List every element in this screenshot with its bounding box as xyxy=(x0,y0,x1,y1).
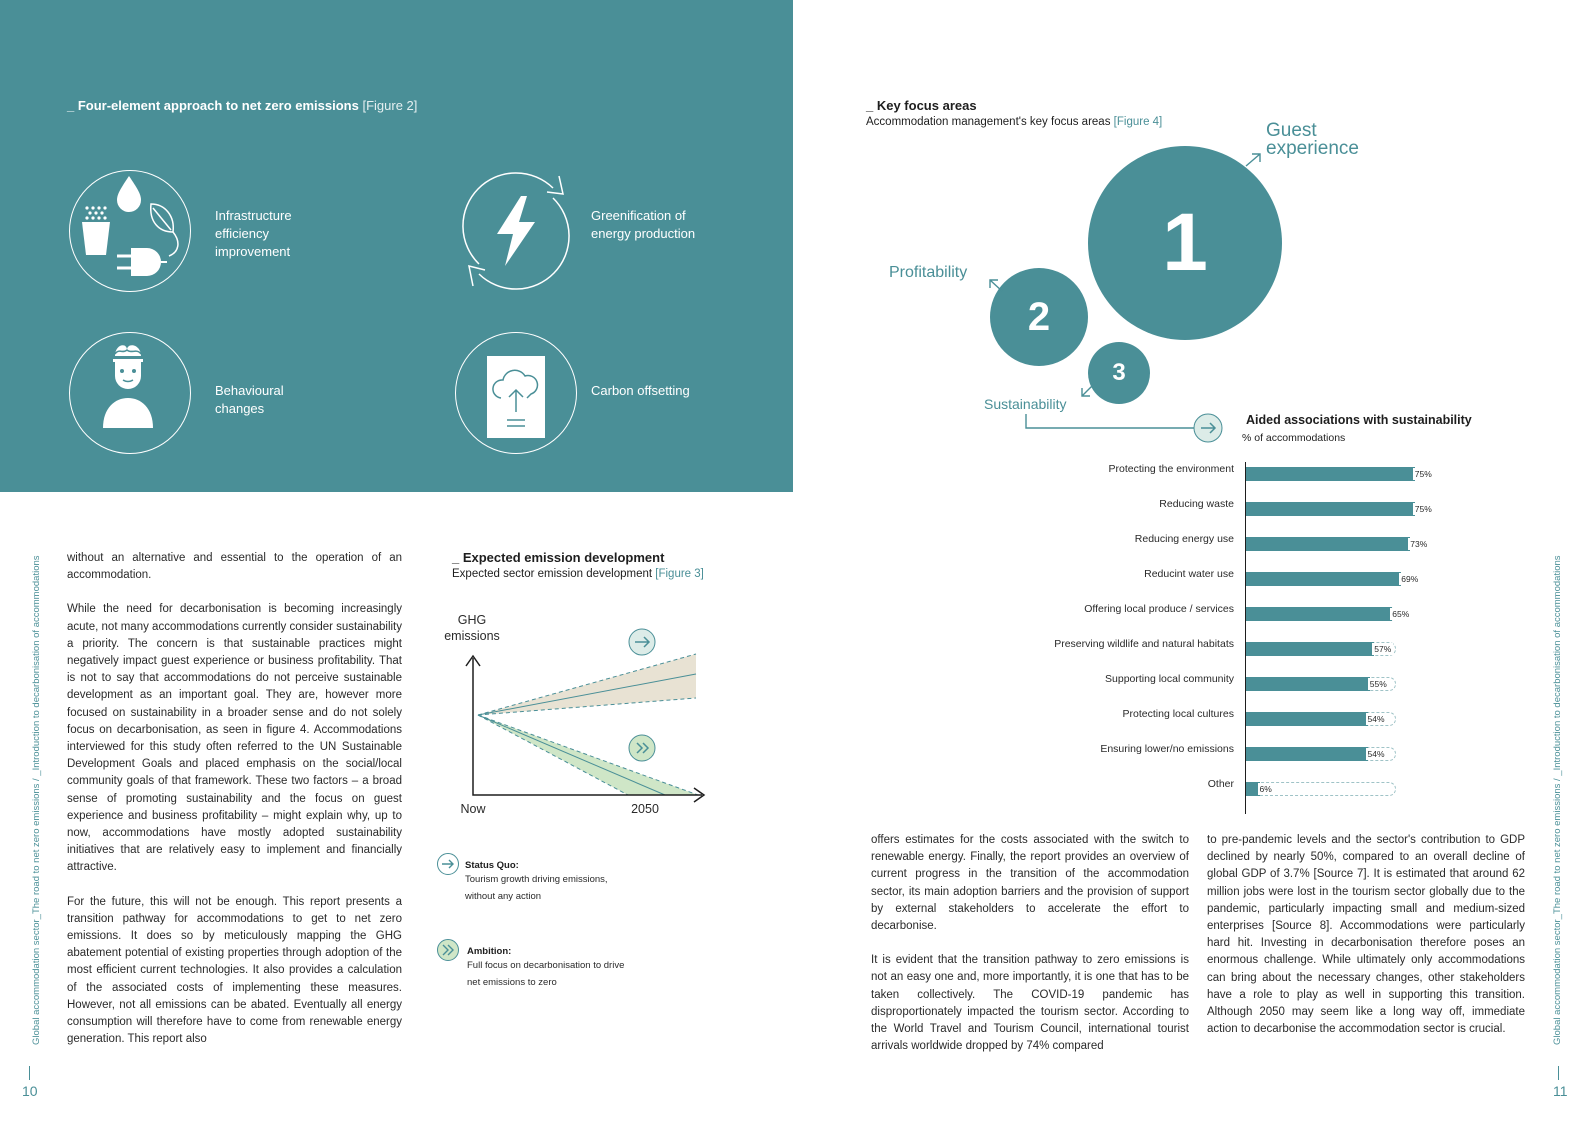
bar-category-label: Protecting the environment xyxy=(1108,463,1234,475)
bar-track xyxy=(1246,467,1396,481)
bar-category-label: Reducing energy use xyxy=(1134,533,1234,545)
legend-desc: Tourism growth driving emissions, xyxy=(465,874,608,885)
paragraph: While the need for decarbonisation is becoming increasingly acute, not many accommodations currently consider sustainability a priority. The concern is that sustainable practices might negatively impact guest experience or business profitability. That is not to say that accommodations do not perceive sustainable development as an important goal. They are, however more focused on sustainability in a broader sense and do not solely focus on decarbonisation, as seen in figure 4. Accommodations interviewed for this study often referred to the UN Sustainable Development Goals and placed emphasis on the social/local community goals of that framework. These two factors – a broad sense of promoting sustainability and the focus on guest experience and business profitability – might explain why, up to now, accommodations have mostly adopted sustainability initiatives that are relatively easy to implement and financially attractive. xyxy=(67,603,402,874)
figure3-subtitle xyxy=(452,568,704,580)
bar xyxy=(1246,572,1401,586)
figure4-subtitle-text: Accommodation management's key focus areas xyxy=(866,116,1111,128)
bar-category-label: Ensuring lower/no emissions xyxy=(1100,743,1234,755)
figure3-ref: [Figure 3] xyxy=(655,568,704,580)
right-body-col1 xyxy=(871,832,1189,1072)
legend-title: Status Quo: xyxy=(465,860,519,871)
element-label: Carbon offsetting xyxy=(591,383,690,398)
bar xyxy=(1246,502,1415,516)
paragraph: For the future, this will not be enough. This report presents a transition pathway for accommodations to get to net zero emissions. It does so by meticulously mapping the GHG abatement potential of existing properties through adoption of the most efficient current technologies. It also provides a calculation of the associated costs of implementing these measures. However, not all emissions can be abated. Eventually all energy consumption will therefore have to come from renewable energy generation. This report also xyxy=(67,895,402,1046)
legend-desc: Full focus on decarbonisation to drive xyxy=(467,960,625,971)
page-number-bar xyxy=(29,1066,30,1080)
bar-category-label: Reducing waste xyxy=(1159,498,1234,510)
paragraph: without an alternative and essential to the operation of an accommodation. xyxy=(67,552,402,582)
bar-value-label: 54% xyxy=(1367,749,1385,759)
element-label: Behavioural changes xyxy=(215,383,284,416)
renewable-energy-icon xyxy=(455,170,577,292)
bar xyxy=(1246,467,1415,481)
bar-chart-axis xyxy=(1245,462,1246,814)
bar xyxy=(1246,712,1368,726)
figure3-title: _ Expected emission development xyxy=(452,550,665,565)
bar-track xyxy=(1246,712,1396,726)
bar-category-label: Protecting local cultures xyxy=(1122,708,1234,720)
paragraph: to pre-pandemic levels and the sector's contribution to GDP declined by nearly 50%, compared to an overall decline of global GDP of 3.7% [Source 7]. It is estimated that around 62 million jobs were lost in the tourism sector globally due to the pandemic, particularly impacting small and medium-sized enterprises [Source 8]. Accommodations were particularly hard hit. Investing in decarbonisation therefore poses an enormous challenge. While ultimately only accommodations can bring about the necessary changes, other stakeholders have a role to play as well in supporting this transition. Although 2050 may seem like a long way off, immediate action to decarbonise the accommodation sector is crucial. xyxy=(1207,834,1525,1036)
element-label: Infrastructure efficiency improvement xyxy=(215,208,292,259)
bar-track xyxy=(1246,677,1396,691)
bar-value-label: 69% xyxy=(1401,574,1419,584)
bar-value-label: 65% xyxy=(1392,609,1410,619)
focus-label-profitability: Profitability xyxy=(889,264,968,281)
page-number-bar xyxy=(1558,1066,1559,1080)
bar-category-label: Supporting local community xyxy=(1105,673,1234,685)
bar xyxy=(1246,537,1410,551)
bar-value-label: 75% xyxy=(1414,469,1432,479)
figure4-title: _ Key focus areas xyxy=(866,98,977,113)
element-label: Greenification of energy production xyxy=(591,208,696,241)
legend-desc: net emissions to zero xyxy=(467,977,557,988)
focus-label-line: Guest xyxy=(1266,120,1317,141)
bar-chart-title: Aided associations with sustainability xyxy=(1246,413,1472,427)
person-icon xyxy=(69,332,191,454)
figure2-title xyxy=(67,98,417,113)
bar-value-label: 75% xyxy=(1414,504,1432,514)
bar-category-label: Reducint water use xyxy=(1144,568,1234,580)
cloud-upload-icon xyxy=(455,332,577,454)
x-axis-start-label: Now xyxy=(460,802,486,816)
arrow-icon xyxy=(436,852,460,876)
paragraph: It is evident that the transition pathway to zero emissions is not an easy one and, more importantly, it is one that has to be taken collectively. The COVID-19 pandemic has disproportionately impacted the tourism sector. According to the World Travel and Tourism Council, international tourist arrivals worldwide dropped by 74% compared xyxy=(871,954,1189,1053)
x-axis-end-label: 2050 xyxy=(631,802,659,816)
figure3-subtitle-text: Expected sector emission development xyxy=(452,568,653,580)
page-number-right: 11 xyxy=(1553,1083,1568,1099)
bar xyxy=(1246,782,1260,796)
page-number-left: 10 xyxy=(22,1083,38,1099)
left-body-text xyxy=(67,550,402,1065)
bar-value-label: 6% xyxy=(1259,784,1272,794)
focus-bubble-3: 3 xyxy=(1088,342,1150,404)
side-label-right: Global accommodation sector_The road to net zero emissions / _Introduction to decarbonisation of accommodations xyxy=(1552,555,1563,1045)
paragraph: offers estimates for the costs associated with the switch to renewable energy. Finally, the report provides an overview of current progress in the transition of the accommodation sector, its main adoption barriers and the provision of support by external stakeholders to accelerate the effort to decarbonise. xyxy=(871,834,1189,933)
bar-track xyxy=(1246,607,1396,621)
double-arrow-icon xyxy=(436,938,460,962)
bar-value-label: 73% xyxy=(1410,539,1428,549)
figure2-panel xyxy=(0,0,793,492)
bar xyxy=(1246,607,1392,621)
focus-bubble-1: 1 xyxy=(1088,146,1282,340)
focus-label-line: experience xyxy=(1266,138,1359,159)
infrastructure-icon xyxy=(69,170,191,292)
y-axis-label: GHG xyxy=(457,613,487,627)
focus-bubble-2: 2 xyxy=(990,268,1088,366)
side-label-left: Global accommodation sector_The road to net zero emissions / _Introduction to decarbonisation of accommodations xyxy=(31,555,42,1045)
right-body-col2 xyxy=(1207,832,1525,1055)
bar xyxy=(1246,677,1370,691)
legend-title: Ambition: xyxy=(467,946,512,957)
emission-chart xyxy=(440,610,720,825)
arrow-icon xyxy=(1194,414,1222,442)
y-axis-label: emissions xyxy=(444,629,500,643)
bar xyxy=(1246,747,1368,761)
bar-category-label: Other xyxy=(1207,778,1234,790)
focus-label-guest-experience xyxy=(1266,122,1359,158)
figure2-ref: [Figure 2] xyxy=(362,98,418,113)
arrow-icon xyxy=(629,629,655,655)
bar-track xyxy=(1246,537,1396,551)
legend-desc: without any action xyxy=(465,891,542,902)
bar-value-label: 57% xyxy=(1374,644,1392,654)
focus-label-sustainability: Sustainability xyxy=(984,396,1067,412)
bar-category-label: Preserving wildlife and natural habitats xyxy=(1054,638,1234,650)
bar-value-label: 54% xyxy=(1367,714,1385,724)
bar-value-label: 55% xyxy=(1369,679,1387,689)
bar xyxy=(1246,642,1374,656)
figure4-subtitle xyxy=(866,116,1162,128)
bar-track xyxy=(1246,502,1396,516)
bar-track xyxy=(1246,782,1396,796)
figure2-title-text: _ Four-element approach to net zero emissions xyxy=(67,98,359,113)
double-arrow-icon xyxy=(629,735,655,761)
bar-category-label: Offering local produce / services xyxy=(1084,603,1234,615)
bar-track xyxy=(1246,572,1396,586)
figure4-ref: [Figure 4] xyxy=(1113,116,1163,128)
bar-track xyxy=(1246,642,1396,656)
bar-chart-subtitle: % of accommodations xyxy=(1242,432,1346,444)
bar-track xyxy=(1246,747,1396,761)
